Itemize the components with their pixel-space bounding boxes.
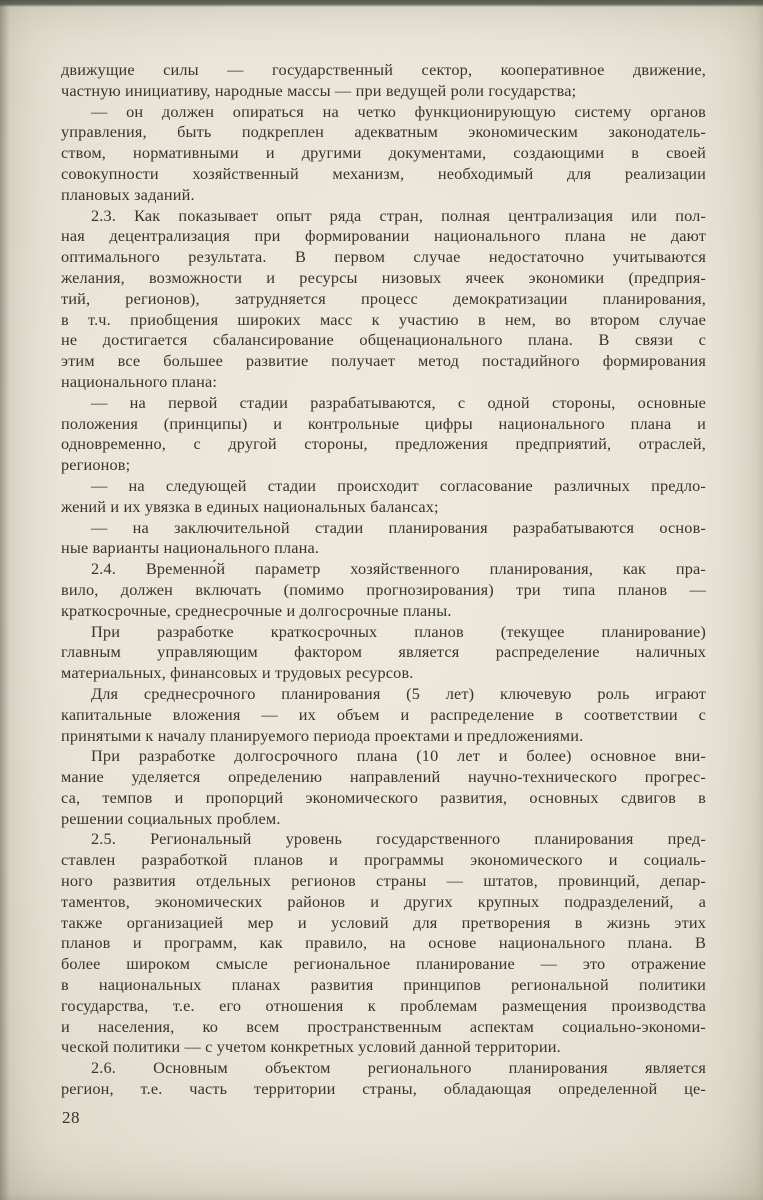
paragraph (61, 60, 706, 102)
text-line: 2.6. Основным объектом регионального планирования является (91, 1058, 706, 1078)
paragraph (61, 102, 706, 206)
text-line: — на заключительной стадии планирования разрабатываются основ- (91, 517, 706, 537)
text-line: планов и программ, как правило, на основе национального плана. В (61, 933, 706, 953)
text-line: плановых заданий. (61, 184, 195, 204)
scan-top-edge (0, 0, 763, 7)
paragraph (61, 518, 706, 560)
text-line: национального плана: (61, 371, 218, 391)
text-line: более широком смысле региональное планирование — это отражение (61, 954, 706, 974)
text-line: 2.4. Временно́й параметр хозяйственного планирования, как пра- (91, 559, 706, 579)
text-line: — на первой стадии разрабатываются, с одной стороны, основные (91, 392, 706, 412)
text-line: решении социальных проблем. (61, 808, 281, 828)
paragraph (61, 206, 706, 393)
text-line: жений и их увязка в единых национальных балансах; (61, 496, 439, 516)
text-line: желания, возможности и ресурсы низовых ячеек экономики (предприя- (61, 267, 706, 287)
text-line: — он должен опираться на четко функционирующую систему органов (91, 101, 706, 121)
paragraph (61, 684, 706, 746)
text-line: в т.ч. приобщения широких масс к участию в нем, во втором случае (61, 309, 706, 329)
paragraph (61, 622, 706, 684)
text-line: оптимального результата. В первом случае недостаточно учитываются (61, 247, 706, 267)
text-line: — на следующей стадии происходит согласование различных предло- (91, 475, 706, 495)
text-column (61, 60, 706, 1100)
text-line: не достигается сбалансирование общенационального плана. В связи с (61, 330, 706, 350)
text-line: частную инициативу, народные массы — при ведущей роли государства; (61, 80, 577, 100)
text-line: капитальные вложения — их объем и распределение в соответствии с (61, 704, 706, 724)
text-line: Для среднесрочного планирования (5 лет) ключевую роль играют (91, 683, 706, 703)
text-line: ные варианты национального плана. (61, 538, 320, 558)
paragraph (61, 476, 706, 518)
text-line: материальных, финансовых и трудовых ресурсов. (61, 663, 414, 683)
paragraph (61, 746, 706, 829)
scan-left-edge (0, 0, 10, 1200)
text-line: ством, нормативными и другими документами, создающими в своей (61, 143, 706, 163)
text-line: 2.3. Как показывает опыт ряда стран, полная централизация или пол- (91, 205, 706, 225)
text-line: этим все большее развитие получает метод постадийного формирования (61, 351, 706, 371)
text-line: государства, т.е. его отношения к проблемам размещения производства (61, 995, 706, 1015)
text-line: краткосрочные, среднесрочные и долгосрочные планы. (61, 600, 452, 620)
text-line: ного развития отдельных регионов страны — штатов, провинций, депар- (61, 871, 706, 891)
text-line: регион, т.е. часть территории страны, обладающая определенной це- (61, 1079, 706, 1099)
text-line: движущие силы — государственный сектор, кооперативное движение, (61, 60, 706, 79)
text-line: При разработке долгосрочного плана (10 лет и более) основное вни- (91, 746, 706, 766)
text-line: и населения, ко всем пространственным аспектам социально-экономи- (61, 1016, 706, 1036)
text-line: в национальных планах развития принципов региональной политики (61, 975, 706, 995)
text-line: са, темпов и пропорций экономического развития, основных сдвигов в (61, 787, 706, 807)
paragraph (61, 559, 706, 621)
paragraph (61, 1058, 706, 1100)
text-line: регионов; (61, 455, 131, 475)
text-line: также организацией мер и условий для претворения в жизнь этих (61, 912, 706, 932)
text-line: вило, должен включать (помимо прогнозирования) три типа планов — (61, 579, 706, 599)
text-line: мание уделяется определению направлений научно-технического прогрес- (61, 767, 706, 787)
text-line: 2.5. Региональный уровень государственного планирования пред- (91, 829, 706, 849)
text-line: При разработке краткосрочных планов (текущее планирование) (91, 621, 706, 641)
text-line: таментов, экономических районов и других крупных подразделений, а (61, 891, 706, 911)
text-line: положения (принципы) и контрольные цифры национального плана и (61, 413, 706, 433)
text-line: управления, быть подкреплен адекватным экономическим законодатель- (61, 122, 706, 142)
text-line: тий, регионов), затрудняется процесс демократизации планирования, (61, 288, 706, 308)
text-line: ческой политики — с учетом конкретных условий данной территории. (61, 1037, 561, 1057)
paragraph (61, 393, 706, 476)
page-number: 28 (62, 1108, 80, 1127)
text-line: совокупности хозяйственный механизм, необходимый для реализации (61, 163, 706, 183)
paragraph (61, 829, 706, 1058)
text-line: принятыми к началу планируемого периода проектами и предложениями. (61, 725, 584, 745)
text-line: главным управляющим фактором является распределение наличных (61, 642, 706, 662)
text-line: одновременно, с другой стороны, предложения предприятий, отраслей, (61, 434, 706, 454)
text-line: ставлен разработкой планов и программы экономического и социаль- (61, 850, 706, 870)
text-line: ная децентрализация при формировании национального плана не дают (61, 226, 706, 246)
